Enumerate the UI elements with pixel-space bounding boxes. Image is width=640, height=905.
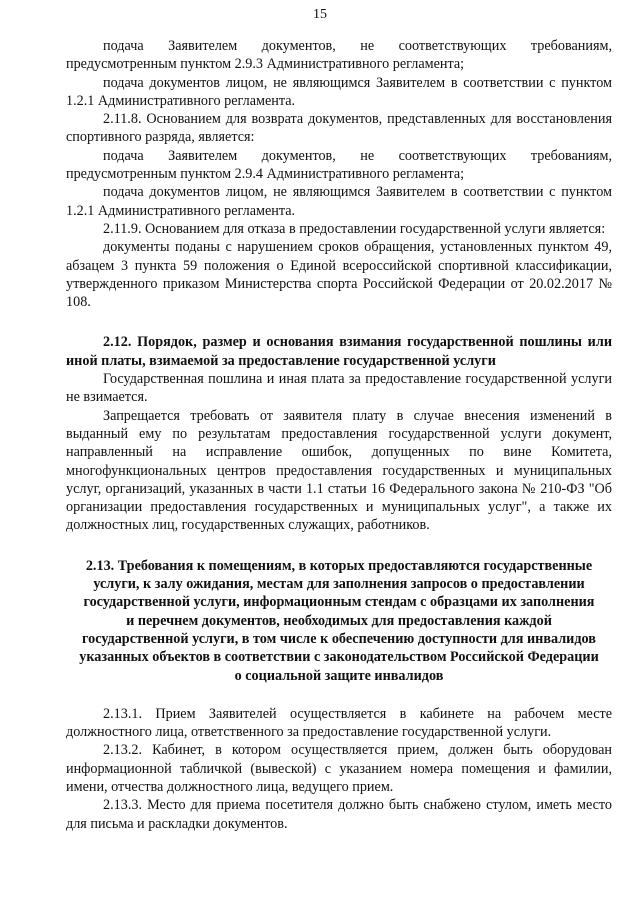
section-heading-2-13: 2.13. Требования к помещениям, в которых предоставляются государственные услуги, к залу ожидания, местам для заполнения запросов о предоставлении государственной услуги, информационным стендам с образцами их заполнения и перечнем документов, необходимых для предоставления каждой государственной услуги, в том числе к обеспечению доступности для инвалидов указанных объектов в соответствии с законодательством Российской Федерации о социальной защите инвалидов	[79, 557, 599, 684]
paragraph: подача документов лицом, не являющимся Заявителем в соответствии с пунктом 1.2.1 Административного регламента.	[66, 74, 612, 109]
paragraph: документы поданы с нарушением сроков обращения, установленных пунктом 49, абзацем 3 пункта 59 положения о Единой всероссийской спортивной классификации, утвержденного приказом Министерства спорта Российской Федерации от 20.02.2017 № 108.	[66, 239, 612, 311]
paragraph: подача Заявителем документов, не соответствующих требованиям, предусмотренным пунктом 2.9.4 Административного регламента;	[66, 147, 612, 183]
paragraph: подача документов лицом, не являющимся Заявителем в соответствии с пунктом 1.2.1 Административного регламента.	[66, 184, 612, 219]
paragraph: Государственная пошлина и иная плата за предоставление государственной услуги не взимается.	[66, 371, 612, 406]
paragraph: 2.11.8. Основанием для возврата документов, представленных для восстановления спортивного разряда, является:	[66, 111, 612, 146]
paragraph: Запрещается требовать от заявителя плату в случае внесения изменений в выданный ему по результатам предоставления государственной услуги документ, направленный на исправление ошибок, допущенных по вине Комитета, многофункциональных центров предоставления государственных и муниципальных услуг, организаций, указанных в части 1.1 статьи 16 Федерального закона № 210-ФЗ "Об организации предоставления государственных и муниципальных услуг", а также их должностных лиц, государственных служащих, работников.	[66, 407, 612, 534]
paragraph: 2.11.9. Основанием для отказа в предоставлении государственной услуги является:	[103, 220, 606, 237]
section-heading-2-12: 2.12. Порядок, размер и основания взимания государственной пошлины или иной платы, взимаемой за предоставление государственной услуги	[66, 334, 612, 369]
paragraph: 2.13.2. Кабинет, в котором осуществляется прием, должен быть оборудован информационной табличкой (вывеской) с указанием номера помещения и фамилии, имени, отчества должностного лица, ведущего прием.	[66, 742, 612, 795]
page-number: 15	[313, 7, 327, 22]
paragraph: подача Заявителем документов, не соответствующих требованиям, предусмотренным пунктом 2.9.3 Административного регламента;	[66, 38, 612, 73]
document-body	[66, 37, 612, 833]
paragraph: 2.13.1. Прием Заявителей осуществляется в кабинете на рабочем месте должностного лица, ответственного за предоставление государственной услуги.	[66, 705, 612, 741]
paragraph: 2.13.3. Место для приема посетителя должно быть снабжено стулом, иметь место для письма и раскладки документов.	[66, 797, 612, 832]
